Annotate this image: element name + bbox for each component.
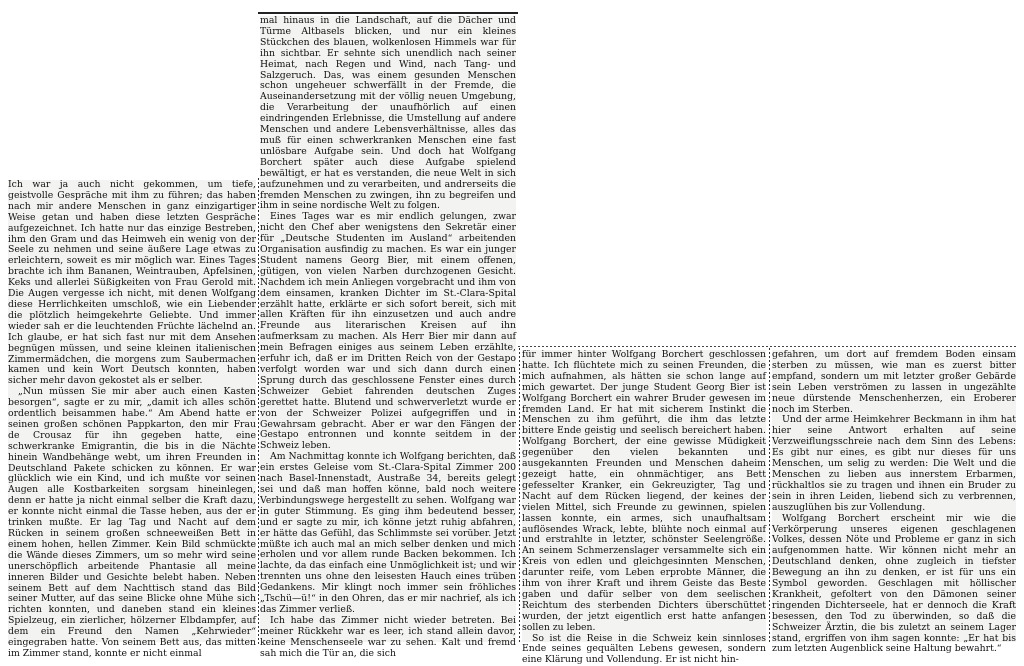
paragraph: Ich war ja auch nicht gekommen, um tiefe, geistvolle Gespräche mit ihm zu führen; das haben nach mir andere Menschen in ganz einzigartiger Weise getan und haben diese letzten Gespräche aufgezeichnet. Ich hatte nur das einzige Bestreben, ihm den Gram und das Heimweh ein wenig von der Seele zu nehmen und seine äußere Lage etwas zu erleichtern, soweit es mir möglich war. Eines Tages brachte ich ihm Bananen, Weintrauben, Apfelsinen, Keks und allerlei Süßigkeiten von Frau Gerold mit. Die Augen vergesse ich nicht, mit denen Wolfgang diese Herrlichkeiten umschloß, wie ein Liebender die plötzlich heimgekehrte Geliebte. Und immer wieder sah er die leuchtenden Früchte lächelnd an. Ich glaube, er hat sich fast nur mit dem Ansehen begnügen müssen, und seine kleinen italienischen Zimmermädchen, die morgens zum Saubermachen kamen und kein Wort Deutsch konnten, haben sicher mehr davon gekostet als er selber.: [8, 179, 256, 387]
paragraph: für immer hinter Wolfgang Borchert geschlossen hatte. Ich flüchtete mich zu seinen Freunden, die mich aufnahmen, als hätten sie schon lange auf mich gewartet. Der junge Student Georg Bier ist Wolfgang Borchert ein wahrer Bruder gewesen im fremden Land. Er hat mit sicherem Instinkt die Menschen zu ihm geführt, die ihm das letzte bittere Ende geistig und seelisch bereichert haben. Wolfgang Borchert, der eine gewisse Müdigkeit gegenüber den vielen bekannten und ausgekannten Freunden und Menschen daheim gezeigt hatte, ein ohnmächtiger, ans Bett gefesselter Kranker, ein Gekreuzigter, Tag und Nacht auf dem Rücken liegend, der keines der vielen Mittel, sich Freunde zu gewinnen, spielen lassen konnte, ein armes, sich unaufhaltsam auflösendes Wrack, lebte, blühte noch einmal auf und erstrahlte in letzter, schönster Seelengröße. An seinem Schmerzenslager versammelte sich ein Kreis von edlen und gleichgesinnten Menschen, darunter reife, vom Leben erprobte Männer, die ihm von ihrer Kraft und ihrem Geiste das Beste gaben und dafür selber von dem seelischen Reichtum des sterbenden Dichters überschüttet wurden, der jetzt eigentlich erst hatte anfangen sollen zu leben.: [522, 349, 766, 633]
article-column-left: [8, 179, 256, 659]
section-divider: [518, 346, 1018, 347]
paragraph: Eines Tages war es mir endlich gelungen, zwar nicht den Chef aber wenigstens den Sekretär einer für „Deutsche Studenten im Ausland“ arbeitenden Organisation ausfindig zu machen. Es war ein junger Student namens Georg Bier, mit einem offenen, gütigen, von vielen Narben durchzogenen Gesicht. Nachdem ich mein Anliegen vorgebracht und ihm von dem einsamen, kranken Dichter im St.-Clara-Spital erzählt hatte, erklärte er sich sofort bereit, sich mit allen Kräften für ihn einzusetzen und auch andre Freunde aus literarischen Kreisen auf ihn aufmerksam zu machen. Als Herr Bier mir dann auf mein Befragen einiges aus seinem Leben erzählte, erfuhr ich, daß er im Dritten Reich von der Gestapo verfolgt worden war und sich dann durch einen Sprung durch das geschlossene Fenster eines durch Schweizer Gebiet fahrenden deutschen Zuges gerettet hatte. Blutend und schwerverletzt wurde er von der Schweizer Polizei aufgegriffen und in Gewahrsam gebracht. Aber er war den Fängen der Gestapo entronnen und konnte seitdem in der Schweiz leben.: [260, 211, 516, 452]
paragraph: mal hinaus in die Landschaft, auf die Dächer und Türme Altbasels blicken, und nur ein kleines Stückchen des blauen, wolkenlosen Himmels war für ihn sichtbar. Er sehnte sich unendlich nach seiner Heimat, nach Regen und Wind, nach Tang- und Salzgeruch. Das, was einem gesunden Menschen schon ungeheuer schwerfällt in der Fremde, die Auseinandersetzung mit der völlig neuen Umgebung, die Verarbeitung der unaufhörlich auf einen eindringenden Erlebnisse, die Umstellung auf andere Menschen und andere Lebensverhältnisse, alles das muß für einen schwerkranken Menschen eine fast unlösbare Aufgabe sein. Und doch hat Wolfgang Borchert später auch diese Aufgabe spielend bewältigt, er hat es verstanden, die neue Welt in sich aufzunehmen und zu verarbeiten, und andrerseits die fremden Menschen zu zwingen, ihn zu begreifen und ihm in seine nordische Welt zu folgen.: [260, 15, 516, 212]
paragraph: Ich habe das Zimmer nicht wieder betreten. Bei meiner Rückkehr war es leer, ich stand allein davor, keine Menschenseele war zu sehen. Kalt und fremd sah mich die Tür an, die sich: [260, 614, 516, 659]
paragraph: gefahren, um dort auf fremdem Boden einsam sterben zu müssen, wie man es zuerst bitter empfand, sondern um mit letzter großer Gebärde sein Leben verströmen zu lassen in ungezählte neue dürstende Menschenherzen, ein Eroberer noch im Sterben.: [772, 349, 1016, 415]
article-column-middle: [260, 15, 516, 659]
column-divider: [769, 348, 770, 644]
top-rule-mid: [258, 12, 518, 14]
paragraph: „Nun müssen Sie mir aber auch einen Kasten besorgen“, sagte er zu mir, „damit ich alles schön ordentlich beisammen habe.“ Am Abend hatte er seinen großen schönen Pappkarton, den mir Frau de Crousaz für ihn gegeben hatte, eine schwerkranke Emigrantin, die bis in die Nächte hinein Wandbehänge webt, um ihren Freunden in Deutschland Pakete schicken zu können. Er war glücklich wie ein Kind, und ich mußte vor seinen Augen alle Kostbarkeiten sorgsam hineinlegen, denn er hatte ja nicht einmal selber die Kraft dazu, er konnte nicht einmal die Tasse heben, aus der er trinken mußte. Er lag Tag und Nacht auf dem Rücken in seinem großen schneeweißen Bett in einem hohen, hellen Zimmer. Kein Bild schmückte die Wände dieses Zimmers, um so mehr wird seine unerschöpflich arbeitende Phantasie all meine inneren Bilder und Gesichte belebt haben. Neben seinem Bett auf dem Nachttisch stand das Bild seiner Mutter, auf das seine Blicke ohne Mühe sich richten konnten, und daneben stand ein kleines Spielzeug, ein zierlicher, hölzerner Elbdampfer, auf dem ein Freund den Namen „Kehrwieder“ eingegraben hatte. Von seinem Bett aus, das mitten im Zimmer stand, konnte er nicht einmal: [8, 386, 256, 659]
column-divider: [519, 348, 520, 644]
column-divider: [258, 178, 259, 644]
paragraph: Wolfgang Borchert erscheint mir wie die Verkörperung unseres eigenen geschlagenen Volkes, dessen Nöte und Probleme er ganz in sich aufgenommen hatte. Wir können nicht mehr an Deutschland denken, ohne zugleich in tiefster Bewegung an ihn zu denken, er ist für uns ein Symbol geworden. Geschlagen mit höllischer Krankheit, gefoltert von den Dämonen seiner ringenden Dichterseele, hat er dennoch die Kraft besessen, den Tod zu überwinden, so daß die Schweizer Ärztin, die bis zuletzt an seinem Lager stand, ergriffen von ihm sagen konnte: „Er hat bis zum letzten Augenblick seine Haltung bewahrt.“: [772, 512, 1016, 655]
article-column-right-1: [522, 349, 766, 666]
paragraph: Am Nachmittag konnte ich Wolfgang berichten, daß ein erstes Geleise vom St.-Clara-Spital Zimmer 200 nach Basel-Innenstadt, Austraße 34, bereits gelegt sei und daß man hoffen könne, bald noch weitere Verbindungswege hergestellt zu sehen. Wolfgang war in guter Stimmung. Es ging ihm bedeutend besser, und er sagte zu mir, ich könne jetzt ruhig abfahren, er hätte das Gefühl, das Schlimmste sei vorüber. Jetzt müßte ich auch mal an mich selber denken und mich erholen und vor allem runde Backen bekommen. Ich lachte, da das einfach eine Unmöglichkeit ist; und wir trennten uns ohne den leisesten Hauch eines trüben Gedankens. Mir klingt noch immer sein fröhliches „Tschü—ü!“ in den Ohren, das er mir nachrief, als ich das Zimmer verließ.: [260, 451, 516, 615]
paragraph: Und der arme Heimkehrer Beckmann in ihm hat hier seine Antwort erhalten auf seine Verzweiflungsschreie nach dem Sinn des Lebens: Es gibt nur eines, es gibt nur dieses für uns Menschen, um selig zu werden: Die Welt und die Menschen zu lieben aus innerstem Erbarmen, rückhaltlos sie zu tragen und ihnen ein Bruder zu sein in ihren Leiden, liebend sich zu verbrennen, auszuglühen bis zur Vollendung.: [772, 414, 1016, 513]
article-column-right-2: [772, 349, 1016, 655]
paragraph: So ist die Reise in die Schweiz kein sinnloses Ende seines gequälten Lebens gewesen, sondern eine Klärung und Vollendung. Er ist nicht hin-: [522, 632, 766, 666]
